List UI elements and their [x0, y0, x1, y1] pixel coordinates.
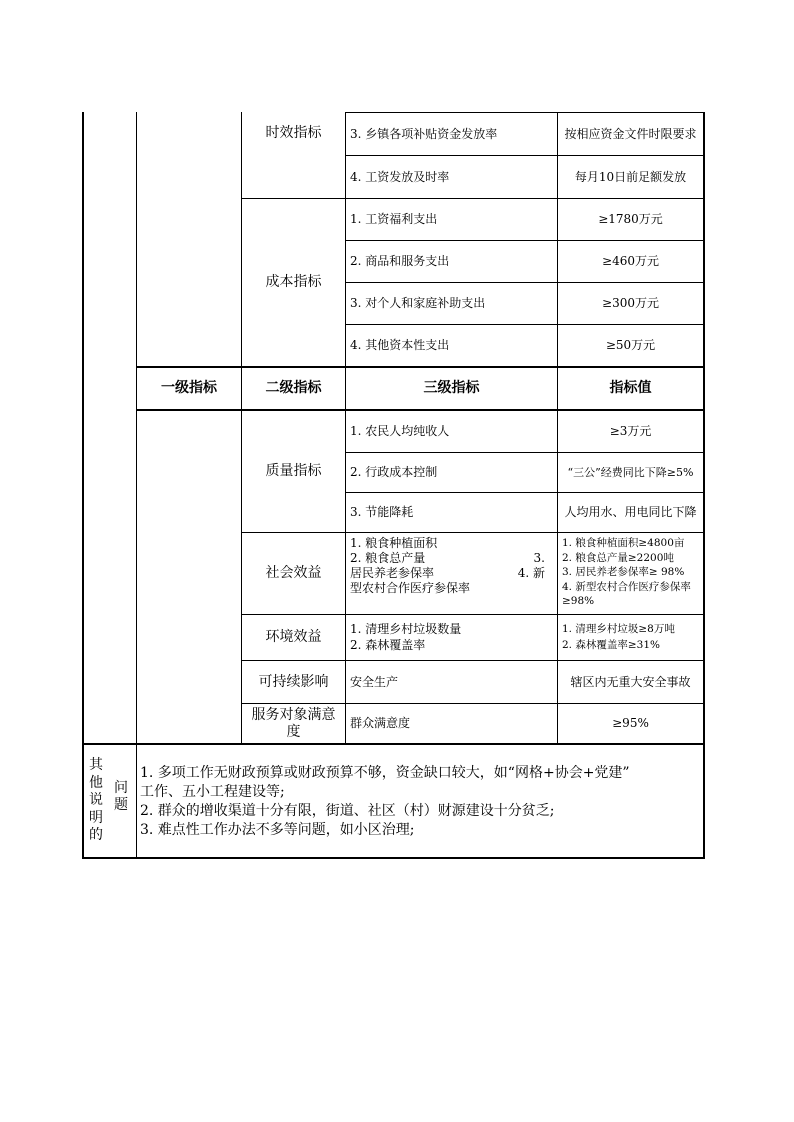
level2-sustainable: 可持续影响	[258, 673, 329, 690]
other-remarks: 1. 多项工作无财政预算或财政预算不够，资金缺口较大，如“网格+协会+党建” 工作、五小工程建设等; 2. 群众的增收渠道十分有限，街道、社区（村）财源建设十分贫乏; 3. 难点性工作办法不多等问题，如小区治理;	[140, 765, 630, 838]
indicator-satisfaction: 群众满意度	[350, 716, 411, 731]
level2-cost: 成本指标	[265, 274, 322, 291]
indicator-quality-2: 2. 行政成本控制	[350, 465, 438, 480]
indicator-sustainable: 安全生产	[350, 674, 399, 689]
header-level2: 二级指标	[265, 380, 322, 397]
indicator-quality-1: 1. 农民人均纯收人	[350, 424, 450, 439]
value-satisfaction: ≥95%	[612, 716, 649, 731]
indicator-subsidy-rate: 3. 乡镇各项补贴资金发放率	[350, 126, 498, 141]
value-cost-3: ≥300万元	[602, 296, 659, 311]
indicator-environment: 1. 清理乡村垃圾数量 2. 森林覆盖率	[350, 622, 462, 652]
value-social: 1. 粮食种植面积≥4800亩 2. 粮食总产量≥2200吨 3. 居民养老参保率≥ 98% 4. 新型农村合作医疗参保率≥98%	[562, 537, 691, 607]
level2-quality: 质量指标	[265, 463, 322, 480]
indicator-cost-2: 2. 商品和服务支出	[350, 254, 450, 269]
indicator-quality-3: 3. 节能降耗	[350, 505, 414, 520]
table-border-bottom	[82, 857, 705, 859]
other-label	[84, 745, 136, 857]
value-cost-2: ≥460万元	[602, 254, 659, 269]
header-value: 指标值	[609, 380, 652, 397]
row-line	[82, 743, 705, 745]
value-salary-timeliness: 每月10日前足额发放	[574, 169, 687, 184]
level2-environment: 环境效益	[265, 629, 322, 646]
col-divider-1	[136, 112, 137, 858]
value-cost-1: ≥1780万元	[598, 212, 663, 227]
value-sustainable: 辖区内无重大安全事故	[570, 674, 691, 689]
header-level3: 三级指标	[423, 380, 480, 397]
other-label-right: 问 题	[114, 779, 128, 813]
header-level1: 一级指标	[161, 380, 217, 397]
value-cost-4: ≥50万元	[605, 338, 656, 353]
level2-timeliness: 时效指标	[265, 125, 322, 142]
value-quality-2: “三公”经费同比下降≥5%	[567, 465, 694, 479]
indicator-salary-timeliness: 4. 工资发放及时率	[350, 169, 450, 184]
indicator-social: 1. 粮食种植面积 2. 粮食总产量 3. 居民养老参保率 4. 新 型农村合作医疗参保率	[350, 536, 545, 595]
indicator-cost-3: 3. 对个人和家庭补助支出	[350, 296, 486, 311]
value-quality-1: ≥3万元	[609, 424, 652, 439]
level2-satisfaction: 服务对象满意度	[251, 706, 336, 740]
value-quality-3: 人均用水、用电同比下降	[564, 505, 697, 520]
table-border-right	[703, 112, 705, 858]
other-label-left: 其 他 说 明 的	[89, 757, 103, 844]
level2-social: 社会效益	[265, 565, 322, 582]
value-subsidy-rate: 按相应资金文件时限要求	[564, 126, 697, 141]
value-environment: 1. 清理乡村垃圾≥8万吨 2. 森林覆盖率≥31%	[562, 623, 675, 651]
indicator-cost-4: 4. 其他资本性支出	[350, 338, 450, 353]
indicator-cost-1: 1. 工资福利支出	[350, 212, 438, 227]
